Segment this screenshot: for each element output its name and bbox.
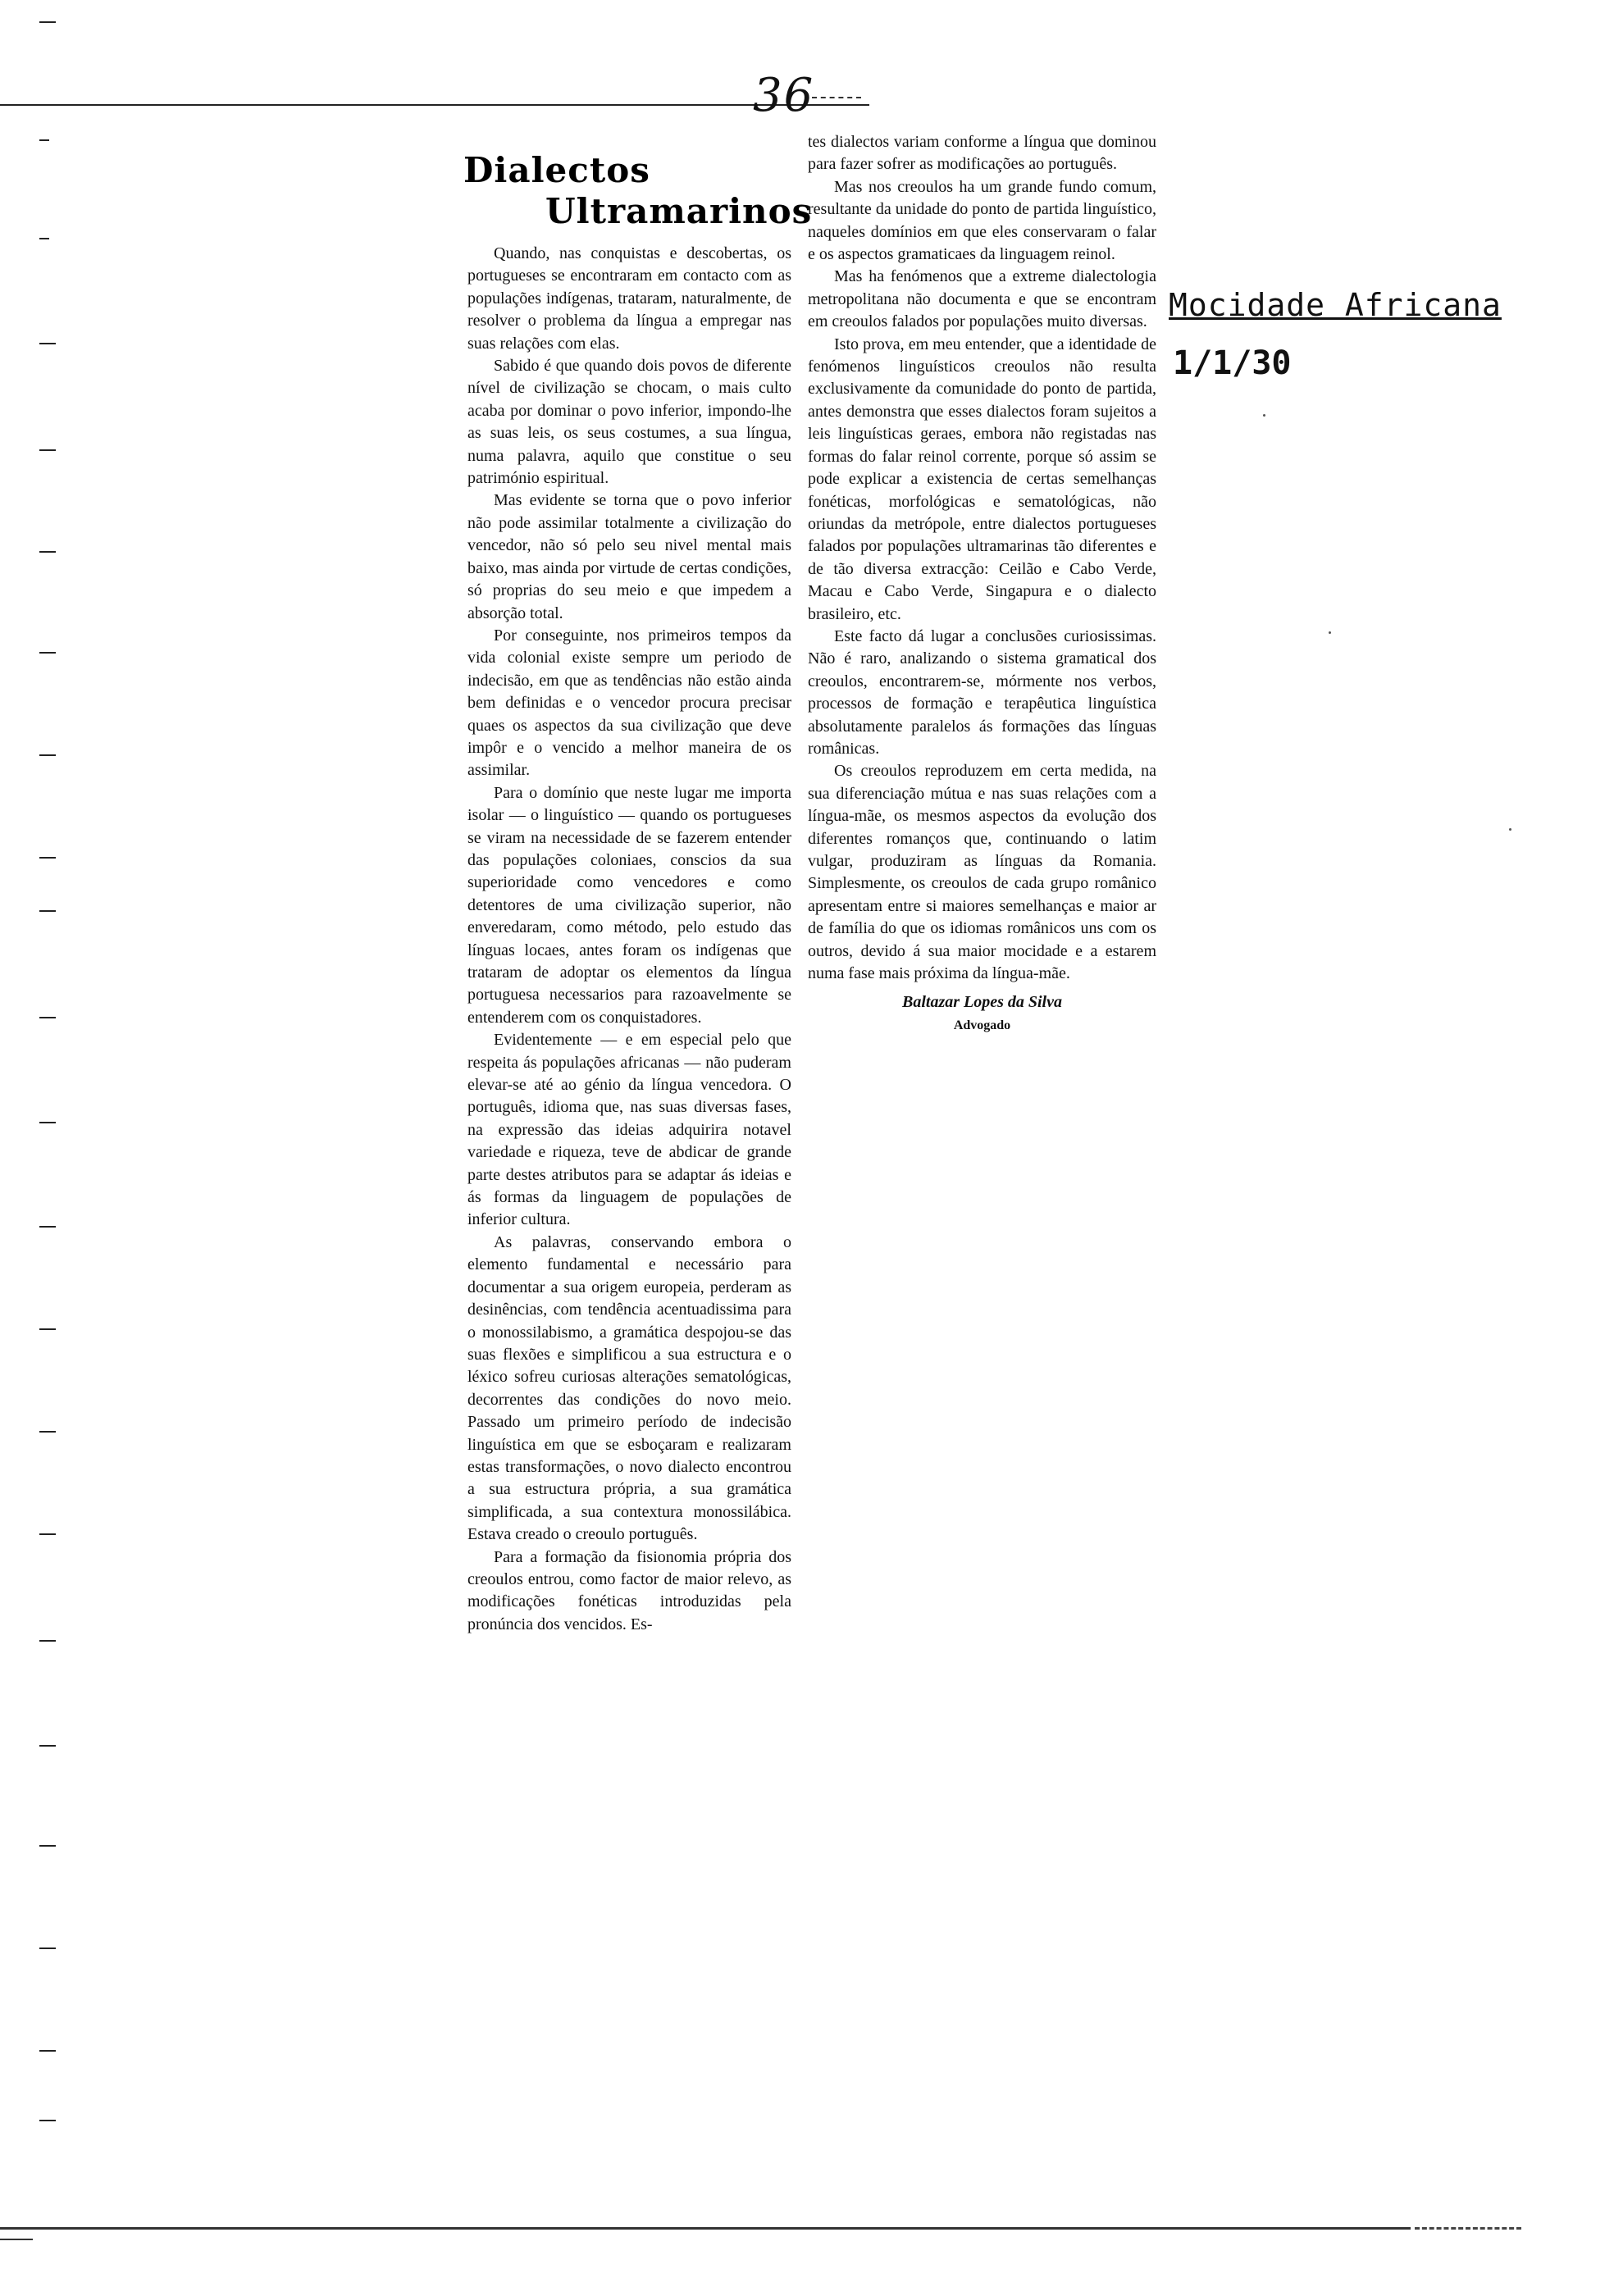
paragraph: Este facto dá lugar a conclusões curiosissimas. Não é raro, analizando o sistema gramatical dos creoulos, encontrarem-se, mórmente nos verbos, processos de formação e terapêutica linguística absolutamente paralelos ás formações das línguas românicas. (808, 626, 1156, 758)
article-title (463, 150, 813, 232)
paragraph: Para a formação da fisionomia própria dos creoulos entrou, como factor de maior relevo, as modificações fonéticas introduzidas pela pronúncia dos vencidos. Es- (467, 1547, 791, 1633)
author-profession: Advogado (953, 1018, 1011, 1032)
source-label: Mocidade Africana (1169, 287, 1502, 323)
author-signature: Baltazar Lopes da Silva (901, 993, 1062, 1012)
paragraph: Sabido é que quando dois povos de diferente nível de civilização se chocam, o mais culto acaba por dominar o povo inferior, impondo-lhe as suas leis, os seus costumes, a sua língua, numa palavra, aquilo que constitue o seu património espiritual. (467, 357, 791, 488)
paragraph: Evidentemente — e em especial pelo que respeita ás populações africanas — não puderam elevar-se até ao génio da língua vencedora. O português, idioma que, nas suas diversas fases, na expressão das ideias adquirira notavel variedade e riqueza, teve de abdicar de grande parte destes atributos para se adaptar ás ideias e ás formas da linguagem de populações de inferior cultura. (467, 1031, 791, 1229)
article-column-2 (808, 131, 1156, 1036)
top-rule (0, 104, 869, 106)
paragraph: Por conseguinte, nos primeiros tempos da vida colonial existe sempre um periodo de indecisão, em que as tendências não estão ainda bem definidas e o vencedor procura precisar quaes os aspectos da sua civilização que deve impôr e o vencido a melhor maneira de os assimilar. (467, 626, 791, 780)
paragraph: Mas nos creoulos ha um grande fundo comum, resultante da unidade do ponto de partida linguístico, naqueles domínios em que eles conservaram o falar e os aspectos gramaticaes da linguagem reinol. (808, 177, 1156, 264)
paragraph: tes dialectos variam conforme a língua que dominou para fazer sofrer as modificações ao português. (808, 133, 1156, 174)
paragraph: Quando, nas conquistas e descobertas, os portugueses se encontraram em contacto com as populações indígenas, trataram, naturalmente, de resolver o problema da língua a empregar nas suas relações com elas. (467, 244, 791, 353)
page-number: 36 (753, 69, 815, 122)
article-title-line2: Ultramarinos (545, 191, 813, 231)
paragraph: Mas evidente se torna que o povo inferior não pode assimilar totalmente a civilização do vencedor, não só pelo seu nivel mental mais baixo, mas ainda por virtude de certas condições, só proprias do seu meio e que impedem a absorção total. (467, 491, 791, 622)
bottom-rule-dashed (1415, 2227, 1521, 2230)
paragraph: Os creoulos reproduzem em certa medida, na sua diferenciação mútua e nas suas relações com a língua-mãe, os mesmos aspectos da evolução dos diferentes romanços que, continuando o latim vulgar, produziram as línguas da Romania. Simplesmente, os creoulos de cada grupo românico apresentam entre si maiores semelhanças e maior ar de família do que os idiomas românicos uns com os outros, devido á sua maior mocidade e a estarem numa fase mais próxima da língua-mãe. (808, 762, 1156, 983)
paragraph: Para o domínio que neste lugar me importa isolar — o linguístico — quando os portugueses se viram na necessidade de se fazerem entender das populações coloniaes, conscios da sua superioridade como vencedores e como detentores de uma civilização superior, não enveredaram, como método, pelo estudo das línguas locaes, antes foram os indígenas que trataram de adoptar os elementos da língua portuguesa necessarios para razoavelmente se entenderem com os conquistadores. (467, 783, 791, 1027)
bottom-rule (0, 2227, 1411, 2230)
article-title-line1: Dialectos (463, 150, 650, 190)
paragraph: As palavras, conservando embora o elemento fundamental e necessário para documentar a sua origem europeia, perderam as desinências, com tendência acentuadissima para o monossilabismo, a gramática despojou-se das suas flexões e simplificou a sua estructura e o léxico sofreu curiosas alterações sematológicas, decorrentes das condições do novo meio. Passado um primeiro período de indecisão linguística em que se esboçaram e realizaram estas transformações, o novo dialecto encontrou a sua estructura própria, a sua gramática simplificada, a sua contextura monossilábica. Estava creado o creoulo português. (467, 1232, 791, 1544)
bottom-rule-short (0, 2239, 33, 2240)
paragraph: Isto prova, em meu entender, que a identidade de fenómenos linguísticos creoulos não resulta exclusivamente da comunidade do ponto de partida, antes demonstra que esses dialectos foram sujeitos a leis linguísticas geraes, embora não registadas nas formas do falar reinol corrente, porque só assim se pode explicar a existencia de certas semelhanças fonéticas, morfológicas e sematológicas, não oriundas da metrópole, entre dialectos portugueses falados por populações ultramarinas tão diferentes e de tão diversa extracção: Ceilão e Cabo Verde, Macau e Cabo Verde, Singapura e o dialecto brasileiro, etc. (808, 335, 1156, 623)
paragraph: Mas ha fenómenos que a extreme dialectologia metropolitana não documenta e que se encontram em creoulos falados por populações muito diversas. (808, 267, 1156, 331)
date-label: 1/1/30 (1173, 344, 1292, 382)
folio-dash (812, 97, 861, 98)
